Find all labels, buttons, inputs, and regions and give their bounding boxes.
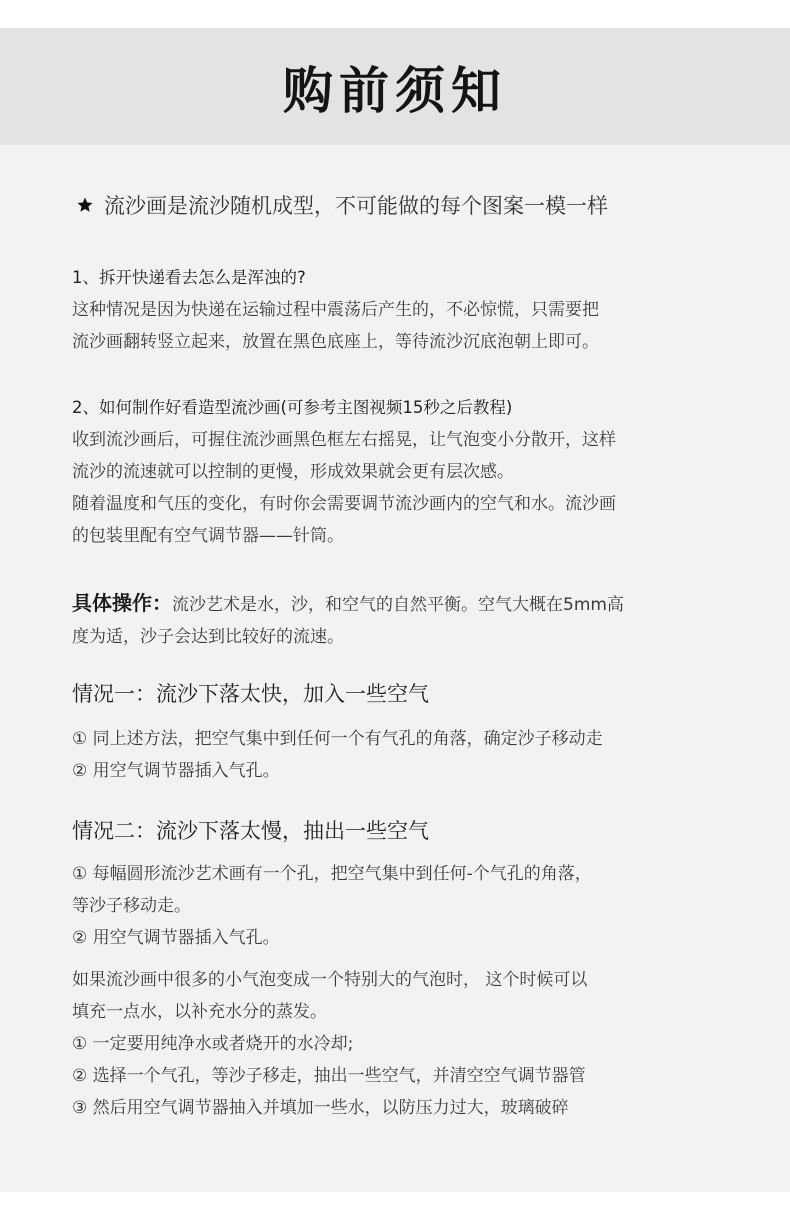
case-step: ② 用空气调节器插入气孔。 — [72, 761, 280, 781]
faq-answer-line: 收到流沙画后，可握住流沙画黑色框左右摇晃，让气泡变小分散开，这样 — [72, 430, 616, 450]
faq-answer-line: 的包装里配有空气调节器——针筒。 — [72, 526, 344, 546]
faq-section-unboxing — [72, 262, 722, 358]
operation-text: 流沙艺术是水，沙，和空气的自然平衡。空气大概在5mm高 — [172, 595, 624, 615]
case-one-steps — [72, 723, 722, 787]
case-two-steps — [72, 858, 722, 954]
page-title: 购前须知 — [283, 61, 507, 120]
case-step: ① 同上述方法，把空气集中到任何一个有气孔的角落，确定沙子移动走 — [72, 729, 603, 749]
refill-line: 如果流沙画中很多的小气泡变成一个特别大的气泡时， 这个时候可以 — [72, 970, 588, 990]
case-step: ① 每幅圆形流沙艺术画有一个孔，把空气集中到任何-个气孔的角落， — [72, 864, 592, 884]
faq-answer-line: 随着温度和气压的变化，有时你会需要调节流沙画内的空气和水。流沙画 — [72, 494, 616, 514]
case-one-title: 情况一：流沙下落太快，加入一些空气 — [72, 682, 429, 706]
faq-section-shaping — [72, 392, 722, 552]
operation-line — [72, 587, 722, 621]
faq-answer-line: 流沙的流速就可以控制的更慢，形成效果就会更有层次感。 — [72, 462, 514, 482]
operation-label: 具体操作： — [72, 591, 172, 615]
refill-step: ① 一定要用纯净水或者烧开的水冷却; — [72, 1034, 354, 1054]
key-notice-text: 流沙画是流沙随机成型，不可能做的每个图案一模一样 — [104, 194, 608, 218]
faq-answer-line: 流沙画翻转竖立起来，放置在黑色底座上，等待流沙沉底泡朝上即可。 — [72, 332, 599, 352]
faq-question: 1、拆开快递看去怎么是浑浊的? — [72, 268, 306, 287]
refill-line: 填充一点水，以补充水分的蒸发。 — [72, 1002, 327, 1022]
operation-line: 度为适，沙子会达到比较好的流速。 — [72, 627, 344, 647]
header-banner — [0, 28, 790, 145]
case-two-title: 情况二：流沙下落太慢，抽出一些空气 — [72, 819, 429, 843]
star-icon — [76, 196, 94, 214]
key-notice — [76, 190, 608, 220]
refill-step: ② 选择一个气孔，等沙子移走，抽出一些空气，并清空空气调节器管 — [72, 1066, 586, 1086]
faq-answer-line: 这种情况是因为快递在运输过程中震荡后产生的，不必惊慌，只需要把 — [72, 300, 599, 320]
refill-step: ③ 然后用空气调节器抽入并填加一些水，以防压力过大，玻璃破碎 — [72, 1098, 569, 1118]
notice-content — [0, 145, 790, 1192]
operation-section — [72, 587, 722, 653]
faq-question: 2、如何制作好看造型流沙画(可参考主图视频15秒之后教程) — [72, 398, 513, 417]
water-refill-section — [72, 964, 722, 1124]
case-step: ② 用空气调节器插入气孔。 — [72, 928, 280, 948]
case-step: 等沙子移动走。 — [72, 896, 191, 916]
